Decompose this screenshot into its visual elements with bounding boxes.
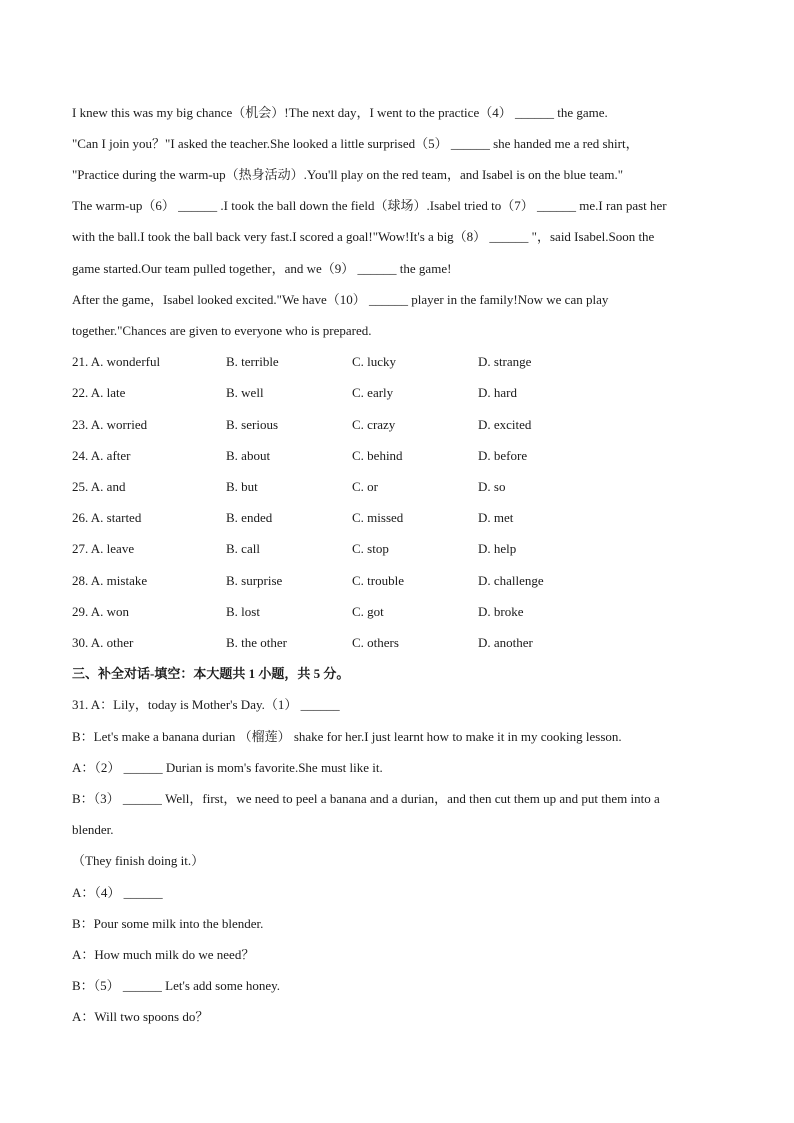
option-a: 21. A. wonderful <box>72 354 161 369</box>
question-row-27 <box>72 540 732 558</box>
option-d: D. help <box>478 541 517 556</box>
option-b: B. lost <box>226 604 260 619</box>
option-b: B. serious <box>226 417 278 432</box>
dialogue-line: A：（4） ______ <box>72 885 163 900</box>
option-c: C. crazy <box>352 417 396 432</box>
option-d: D. before <box>478 448 528 463</box>
option-d: D. strange <box>478 354 532 369</box>
option-c: C. lucky <box>352 354 397 369</box>
option-d: D. broke <box>478 604 524 619</box>
option-c: C. trouble <box>352 573 404 588</box>
passage-line: I knew this was my big chance（机会）!The next day，I went to the practice（4） ______ the game. <box>72 105 608 120</box>
question-row-22 <box>72 384 732 402</box>
option-a: 26. A. started <box>72 510 142 525</box>
passage-line: "Can I join you？"I asked the teacher.She looked a little surprised（5） ______ she handed me a red shirt， <box>72 136 639 151</box>
option-a: 22. A. late <box>72 385 126 400</box>
option-c: C. stop <box>352 541 389 556</box>
option-b: B. about <box>226 448 271 463</box>
option-d: D. challenge <box>478 573 544 588</box>
option-b: B. the other <box>226 635 288 650</box>
dialogue-line: B：（3） ______ Well，first，we need to peel a banana and a durian，and then cut them up and put them into a <box>72 791 660 806</box>
passage-line: with the ball.I took the ball back very fast.I scored a goal!"Wow!It's a big（8） ______ "，said Isabel.Soon the <box>72 229 655 244</box>
passage-line: together."Chances are given to everyone who is prepared. <box>72 323 372 338</box>
option-a: 28. A. mistake <box>72 573 148 588</box>
option-b: B. well <box>226 385 264 400</box>
option-c: C. others <box>352 635 399 650</box>
passage-line: After the game，Isabel looked excited."We have（10） ______ player in the family!Now we can play <box>72 292 609 307</box>
dialogue-line: blender. <box>72 822 114 837</box>
question-row-28 <box>72 572 732 590</box>
option-a: 23. A. worried <box>72 417 148 432</box>
option-c: C. or <box>352 479 378 494</box>
option-d: D. another <box>478 635 533 650</box>
question-row-30 <box>72 634 732 652</box>
passage-line: "Practice during the warm-up（热身活动）.You'll play on the red team，and Isabel is on the blue team." <box>72 167 624 182</box>
option-b: B. surprise <box>226 573 283 588</box>
passage-line: game started.Our team pulled together，and we（9） ______ the game! <box>72 261 452 276</box>
option-c: C. missed <box>352 510 404 525</box>
question-row-24 <box>72 447 732 465</box>
option-b: B. terrible <box>226 354 279 369</box>
question-row-26 <box>72 509 732 527</box>
option-a: 29. A. won <box>72 604 130 619</box>
dialogue-line: A：Will two spoons do？ <box>72 1009 209 1024</box>
option-c: C. behind <box>352 448 403 463</box>
option-d: D. met <box>478 510 514 525</box>
option-b: B. call <box>226 541 260 556</box>
question-row-29 <box>72 603 732 621</box>
option-d: D. so <box>478 479 506 494</box>
section-heading: 三、补全对话-填空：本大题共 1 小题，共 5 分。 <box>72 666 350 681</box>
option-a: 24. A. after <box>72 448 131 463</box>
dialogue-line: A：（2） ______ Durian is mom's favorite.She must like it. <box>72 760 383 775</box>
option-b: B. ended <box>226 510 273 525</box>
option-c: C. early <box>352 385 394 400</box>
dialogue-line: 31. A：Lily，today is Mother's Day.（1） ______ <box>72 697 340 712</box>
question-row-25 <box>72 478 732 496</box>
option-a: 25. A. and <box>72 479 126 494</box>
option-a: 30. A. other <box>72 635 134 650</box>
question-row-23 <box>72 416 732 434</box>
option-d: D. hard <box>478 385 517 400</box>
passage-line: The warm-up（6） ______ .I took the ball down the field（球场）.Isabel tried to（7） ______ me.I ran past her <box>72 198 667 213</box>
dialogue-line: （They finish doing it.） <box>72 853 205 868</box>
dialogue-line: B：Pour some milk into the blender. <box>72 916 264 931</box>
dialogue-line: B：（5） ______ Let's add some honey. <box>72 978 281 993</box>
option-d: D. excited <box>478 417 532 432</box>
dialogue-line: A：How much milk do we need？ <box>72 947 255 962</box>
option-c: C. got <box>352 604 384 619</box>
question-row-21 <box>72 353 732 371</box>
option-a: 27. A. leave <box>72 541 135 556</box>
option-b: B. but <box>226 479 258 494</box>
dialogue-line: B：Let's make a banana durian （榴莲） shake for her.I just learnt how to make it in my cooking lesson. <box>72 729 622 744</box>
